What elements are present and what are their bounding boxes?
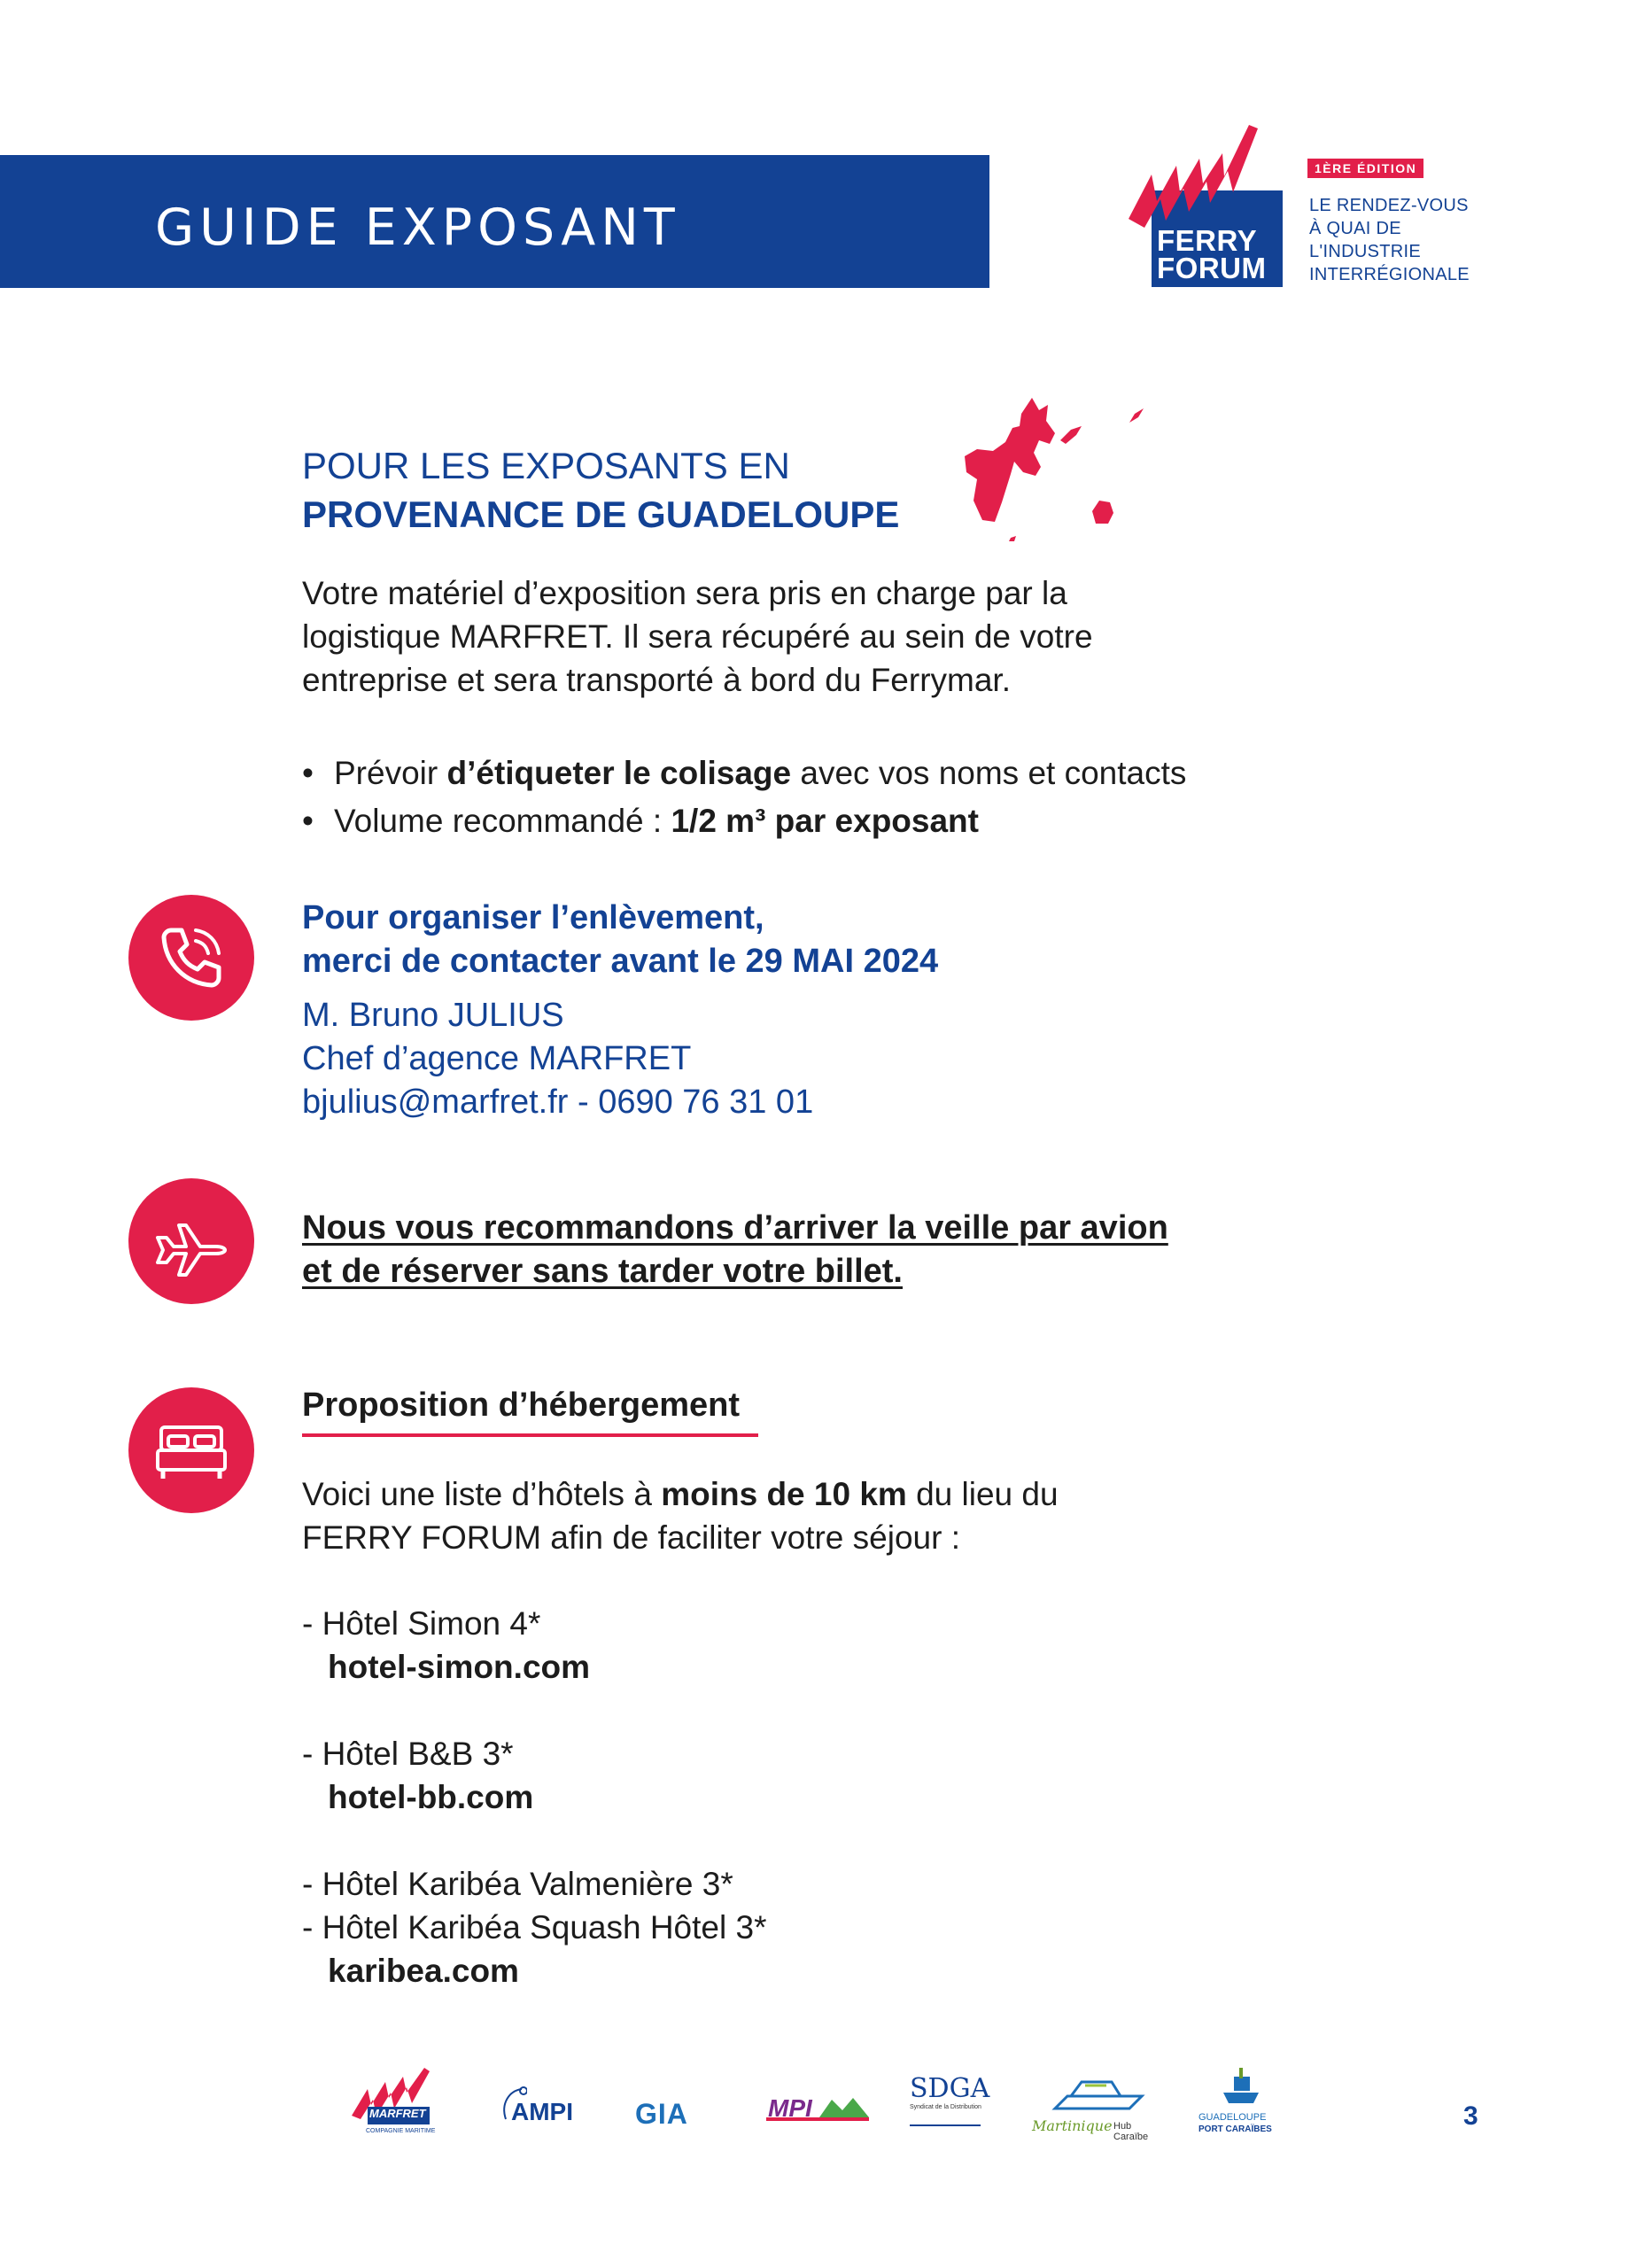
tagline-line: LE RENDEZ-VOUS — [1309, 196, 1469, 215]
list-item: • Prévoir d’étiqueter le colisage avec vos noms et contacts — [302, 750, 1186, 797]
contact-info — [302, 994, 813, 1124]
contact-name: M. Bruno JULIUS — [302, 997, 564, 1034]
bullet-dot: • — [302, 803, 314, 839]
accommodation-heading: Proposition d’hébergement — [302, 1386, 741, 1424]
hotel-website-link[interactable]: hotel-bb.com — [328, 1779, 534, 1815]
bullet-dot: • — [302, 755, 314, 791]
intro-line: logistique MARFRET. Il sera récupéré au sein de votre — [302, 618, 1093, 655]
tagline-line: À QUAI DE — [1309, 219, 1401, 238]
flight-recommendation: Nous vous recommandons d’arriver la veille par avion et de réserver sans tarder votre billet. — [302, 1209, 1168, 1290]
logo-text-forum: FORUM — [1157, 252, 1267, 284]
logo-zigzag-icon — [1125, 121, 1302, 228]
list-item: • Volume recommandé : 1/2 m³ par exposant — [302, 797, 1186, 845]
intro-line: entreprise et sera transporté à bord du Ferrymar. — [302, 662, 1011, 698]
bullet-list — [302, 750, 1186, 845]
guadeloupe-map-icon — [961, 387, 1156, 555]
bed-icon — [128, 1387, 254, 1513]
hotel-name: - Hôtel Simon 4* — [302, 1605, 541, 1642]
mpi-logo: MPI — [766, 2091, 873, 2135]
partner-logos: MARFRET COMPAGNIE MARITIME AMPI GIA MPI SDGA Syndicat de la Distribution Martinique Hub Caraïbe GUADELOUPE PORT CARAÏBES — [350, 2064, 1324, 2162]
hotel-list — [302, 1602, 766, 1992]
hotel-website-link[interactable]: hotel-simon.com — [328, 1649, 591, 1685]
intro-line: Votre matériel d’exposition sera pris en charge par la — [302, 575, 1067, 611]
logo-text-ferry: FERRY — [1157, 224, 1258, 257]
contact-heading: Pour organiser l’enlèvement, merci de contacter avant le 29 MAI 2024 — [302, 899, 939, 980]
intro-text — [302, 571, 1276, 702]
section-title-line2: PROVENANCE DE GUADELOUPE — [302, 493, 900, 535]
hotel-website-link[interactable]: karibea.com — [328, 1953, 519, 1989]
hotel-name: - Hôtel B&B 3* — [302, 1736, 514, 1772]
logo-tagline — [1309, 194, 1470, 286]
gia-logo: GIA — [635, 2098, 688, 2130]
marfret-logo: MARFRET COMPAGNIE MARITIME — [350, 2066, 447, 2155]
page-title: GUIDE EXPOSANT — [155, 198, 680, 257]
tagline-line: L'INDUSTRIE — [1309, 242, 1422, 261]
guadeloupe-port-logo: GUADELOUPE PORT CARAÏBES — [1198, 2066, 1287, 2155]
ferry-forum-logo — [1125, 121, 1479, 299]
hotel-name: - Hôtel Karibéa Valmenière 3* — [302, 1866, 733, 1902]
sdga-logo: SDGA Syndicat de la Distribution — [910, 2073, 989, 2126]
accommodation-intro: Voici une liste d’hôtels à moins de 10 km du lieu du FERRY FORUM afin de faciliter votre séjour : — [302, 1476, 1059, 1556]
contact-email-phone[interactable]: bjulius@marfret.fr - 0690 76 31 01 — [302, 1084, 814, 1121]
page-number: 3 — [1463, 2101, 1478, 2131]
airplane-icon — [128, 1178, 254, 1304]
martinique-hub-logo: Martinique Hub Caraïbe — [1032, 2073, 1165, 2144]
edition-badge: 1ÈRE ÉDITION — [1307, 159, 1423, 178]
contact-role: Chef d’agence MARFRET — [302, 1040, 692, 1077]
hotel-name: - Hôtel Karibéa Squash Hôtel 3* — [302, 1909, 767, 1946]
phone-icon — [128, 895, 254, 1021]
tagline-line: INTERRÉGIONALE — [1309, 265, 1470, 284]
heading-underline — [302, 1433, 758, 1437]
section-title-line1: POUR LES EXPOSANTS EN — [302, 445, 790, 486]
section-title — [302, 441, 899, 539]
